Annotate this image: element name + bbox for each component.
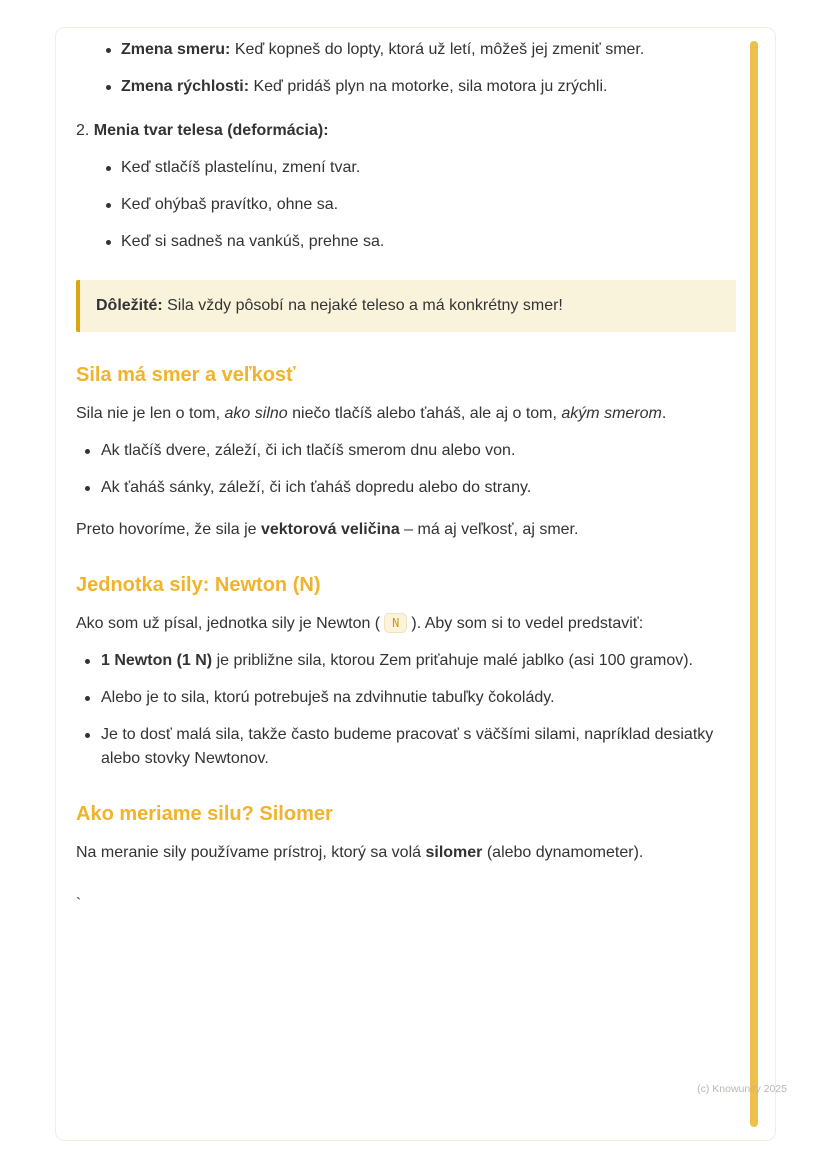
stray-character: `	[76, 896, 82, 913]
list-item-text: Keď stlačíš plastelínu, zmení tvar.	[121, 159, 361, 176]
callout-rest: Sila vždy pôsobí na nejaké teleso a má konkrétny smer!	[162, 297, 563, 314]
list-item-text: Ak tlačíš dvere, záleží, či ich tlačíš smerom dnu alebo von.	[101, 442, 516, 459]
text-segment: Na meranie sily používame prístroj, ktorý sa volá	[76, 844, 426, 861]
bold-segment: vektorová veličina	[260, 521, 400, 538]
accent-stripe	[750, 41, 758, 1127]
newton-examples-list	[76, 649, 736, 771]
bullet-icon	[106, 166, 111, 171]
list-item-bold: Zmena smeru:	[121, 41, 231, 58]
list-item	[76, 439, 736, 463]
direction-examples-list	[76, 439, 736, 500]
list-item-text: Keď si sadneš na vankúš, prehne sa.	[121, 233, 385, 250]
callout-bold: Dôležité:	[96, 297, 163, 314]
list-item-text: Je to dosť malá sila, takže často budeme pracovať s väčšími silami, napríklad desiatky alebo stovky Newtonov.	[101, 726, 714, 767]
list-item	[76, 723, 736, 771]
bullet-icon	[85, 696, 90, 701]
numbered-item-deformation	[76, 119, 736, 143]
list-item	[76, 649, 736, 673]
note-card	[55, 27, 787, 1141]
item-number: 2.	[76, 122, 90, 139]
section-heading-silomer: Ako meriame silu? Silomer	[76, 803, 333, 825]
list-item-rest: je približne sila, ktorou Zem priťahuje malé jablko (asi 100 gramov).	[212, 652, 693, 669]
list-item	[76, 476, 736, 500]
section-heading-newton: Jednotka sily: Newton (N)	[76, 574, 321, 596]
footer-credit: (c) Knowunity 2025	[697, 1083, 787, 1095]
bullet-icon	[106, 203, 111, 208]
text-segment: (alebo dynamometer).	[482, 844, 644, 861]
direction-conclusion-paragraph	[76, 518, 736, 542]
newton-unit-badge: N	[384, 613, 407, 633]
bullet-icon	[85, 733, 90, 738]
bold-segment: silomer	[425, 844, 483, 861]
list-item	[76, 156, 736, 180]
list-item-text: Keď ohýbaš pravítko, ohne sa.	[121, 196, 339, 213]
bullet-icon	[85, 449, 90, 454]
newton-intro-paragraph	[76, 612, 736, 636]
list-item-rest: Keď pridáš plyn na motorke, sila motora ju zrýchli.	[249, 78, 608, 95]
list-item-text	[121, 41, 644, 58]
bullet-icon	[85, 659, 90, 664]
list-item-text: Alebo je to sila, ktorú potrebuješ na zdvihnutie tabuľky čokolády.	[101, 689, 555, 706]
item-label: Menia tvar telesa (deformácia):	[93, 122, 329, 139]
text-segment: – má aj veľkosť, aj smer.	[399, 521, 579, 538]
italic-segment: akým smerom	[561, 405, 662, 422]
list-item-bold: 1 Newton (1 N)	[101, 652, 213, 669]
text-segment: Preto hovoríme, že sila je	[76, 521, 261, 538]
bullet-icon	[106, 85, 111, 90]
bullet-icon	[106, 48, 111, 53]
note-content	[76, 36, 736, 945]
force-effects-list	[76, 38, 736, 99]
italic-segment: ako silno	[224, 405, 288, 422]
important-callout	[76, 280, 736, 332]
text-segment: niečo tlačíš alebo ťaháš, ale aj o tom,	[287, 405, 562, 422]
list-item	[76, 38, 736, 62]
deformation-examples-list	[76, 156, 736, 254]
callout-text	[96, 294, 720, 318]
bullet-icon	[85, 486, 90, 491]
text-segment: Ako som už písal, jednotka sily je Newton (	[76, 615, 381, 632]
list-item-text	[101, 652, 693, 669]
list-item-rest: Keď kopneš do lopty, ktorá už letí, môžeš jej zmeniť smer.	[230, 41, 645, 58]
text-segment: Sila nie je len o tom,	[76, 405, 225, 422]
list-item	[76, 193, 736, 217]
list-item-text: Ak ťaháš sánky, záleží, či ich ťaháš dopredu alebo do strany.	[101, 479, 532, 496]
direction-intro-paragraph	[76, 402, 736, 426]
text-segment: ). Aby som si to vedel predstaviť:	[411, 615, 644, 632]
text-segment: .	[661, 405, 667, 422]
list-item-text	[121, 78, 607, 95]
list-item	[76, 230, 736, 254]
list-item	[76, 75, 736, 99]
silomer-intro-paragraph	[76, 841, 724, 865]
section-heading-direction: Sila má smer a veľkosť	[76, 364, 296, 386]
list-item-bold: Zmena rýchlosti:	[121, 78, 250, 95]
list-item	[76, 686, 736, 710]
bullet-icon	[106, 240, 111, 245]
